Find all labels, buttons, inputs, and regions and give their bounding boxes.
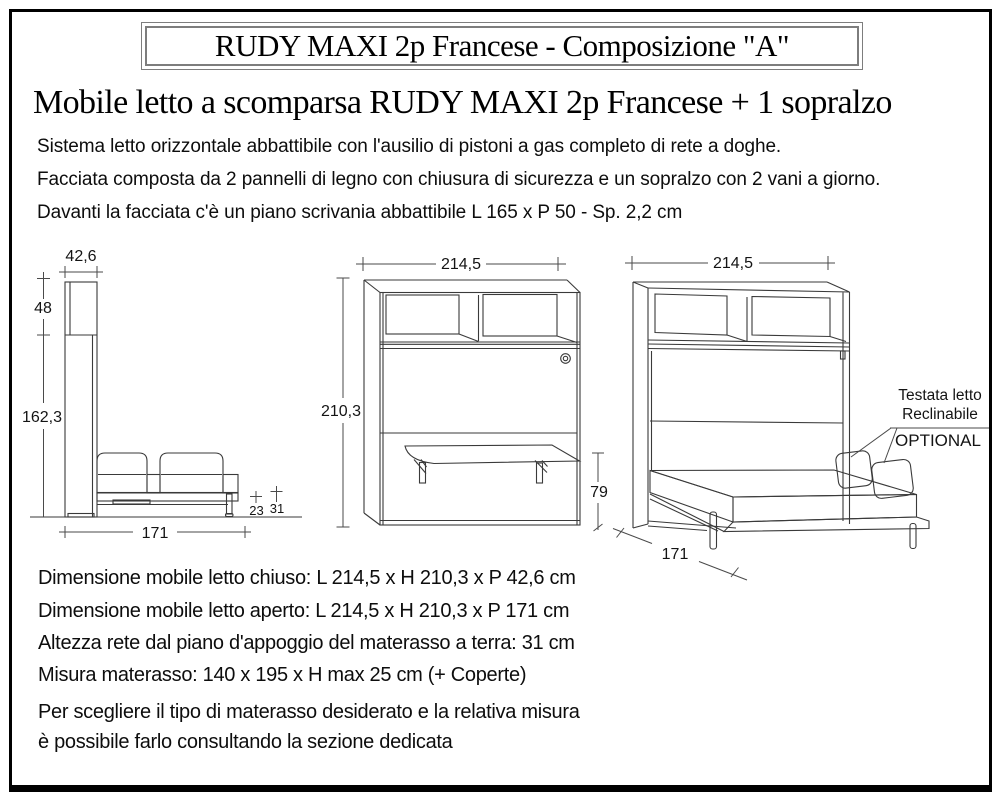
pillow-backrest — [97, 453, 147, 493]
dim-height-closed: 210,3 — [320, 403, 362, 420]
desk-top — [405, 445, 580, 464]
mattress-side — [650, 471, 733, 523]
page-title: RUDY MAXI 2p Francese - Composizione "A" — [145, 26, 859, 66]
bed-leg — [710, 512, 717, 549]
closed-view-structure — [364, 280, 580, 525]
dim-depth-open: 171 — [661, 546, 689, 563]
title-box — [141, 22, 863, 70]
note-line-1: Per scegliere il tipo di materasso desiderato e la relativa misura — [38, 701, 580, 723]
bed-leg — [910, 524, 916, 549]
dim-frame-height: 23 — [249, 503, 264, 518]
headboard-label-line1: Testata letto — [898, 387, 982, 404]
headboard-label-line2: Reclinabile — [902, 406, 978, 423]
pillow-backrest — [160, 453, 223, 493]
dim-width-open: 214,5 — [712, 255, 754, 272]
drawing-side-view-open — [20, 240, 310, 550]
spec-closed-dimensions: Dimensione mobile letto chiuso: L 214,5 x H 210,3 x P 42,6 cm — [38, 567, 576, 589]
sopralzo-compartment-right — [752, 297, 830, 337]
spec-open-dimensions: Dimensione mobile letto aperto: L 214,5 x H 210,3 x P 171 cm — [38, 600, 570, 622]
drawing-front-view-open — [610, 240, 995, 585]
cabinet-front — [380, 293, 580, 526]
optional-label: OPTIONAL — [895, 431, 981, 450]
description-line-3: Davanti la facciata c'è un piano scrivania abbattibile L 165 x P 50 - Sp. 2,2 cm — [37, 202, 683, 223]
dim-lower-height: 162,3 — [21, 409, 63, 426]
dim-open-depth: 171 — [141, 525, 169, 542]
mattress-section — [147, 475, 160, 494]
dim-desk-height: 79 — [590, 484, 608, 501]
bed-frame — [724, 517, 929, 532]
description-line-1: Sistema letto orizzontale abbattibile con l'ausilio di pistoni a gas completo di rete a doghe. — [37, 136, 782, 157]
desk-leg — [537, 463, 543, 483]
description-line-2: Facciata composta da 2 pannelli di legno con chiusura di sicurezza e un sopralzo con 2 vani a giorno. — [37, 169, 881, 190]
side-view-structure — [30, 282, 302, 517]
dim-depth-top: 42,6 — [65, 248, 97, 265]
spec-mattress-size: Misura materasso: 140 x 195 x H max 25 cm (+ Coperte) — [38, 664, 527, 686]
sopralzo-compartment-left — [386, 295, 459, 334]
dim-width-closed: 214,5 — [440, 256, 482, 273]
mattress-section — [223, 475, 238, 494]
desk-leg — [420, 463, 426, 484]
note-line-2: è possibile farlo consultando la sezione dedicata — [38, 731, 453, 753]
open-view-structure — [633, 282, 929, 549]
side-view-dimension-lines — [37, 266, 283, 538]
headboard-cushion — [871, 459, 914, 499]
bed-leg-foot — [226, 514, 234, 517]
lock-icon — [561, 354, 571, 364]
headboard-cushion — [835, 450, 873, 489]
closed-view-dimension-lines — [337, 257, 605, 531]
spec-slat-height: Altezza rete dal piano d'appoggio del materasso a terra: 31 cm — [38, 632, 575, 654]
dim-bed-height: 31 — [269, 501, 285, 516]
dim-sopralzo-height: 48 — [34, 300, 52, 317]
drawing-front-view-closed — [315, 240, 615, 550]
sopralzo-compartment-left — [655, 294, 727, 335]
lock-keyhole-icon — [563, 356, 567, 360]
product-heading: Mobile letto a scomparsa RUDY MAXI 2p Francese + 1 sopralzo — [33, 84, 892, 121]
sopralzo-compartment-right — [483, 295, 557, 337]
